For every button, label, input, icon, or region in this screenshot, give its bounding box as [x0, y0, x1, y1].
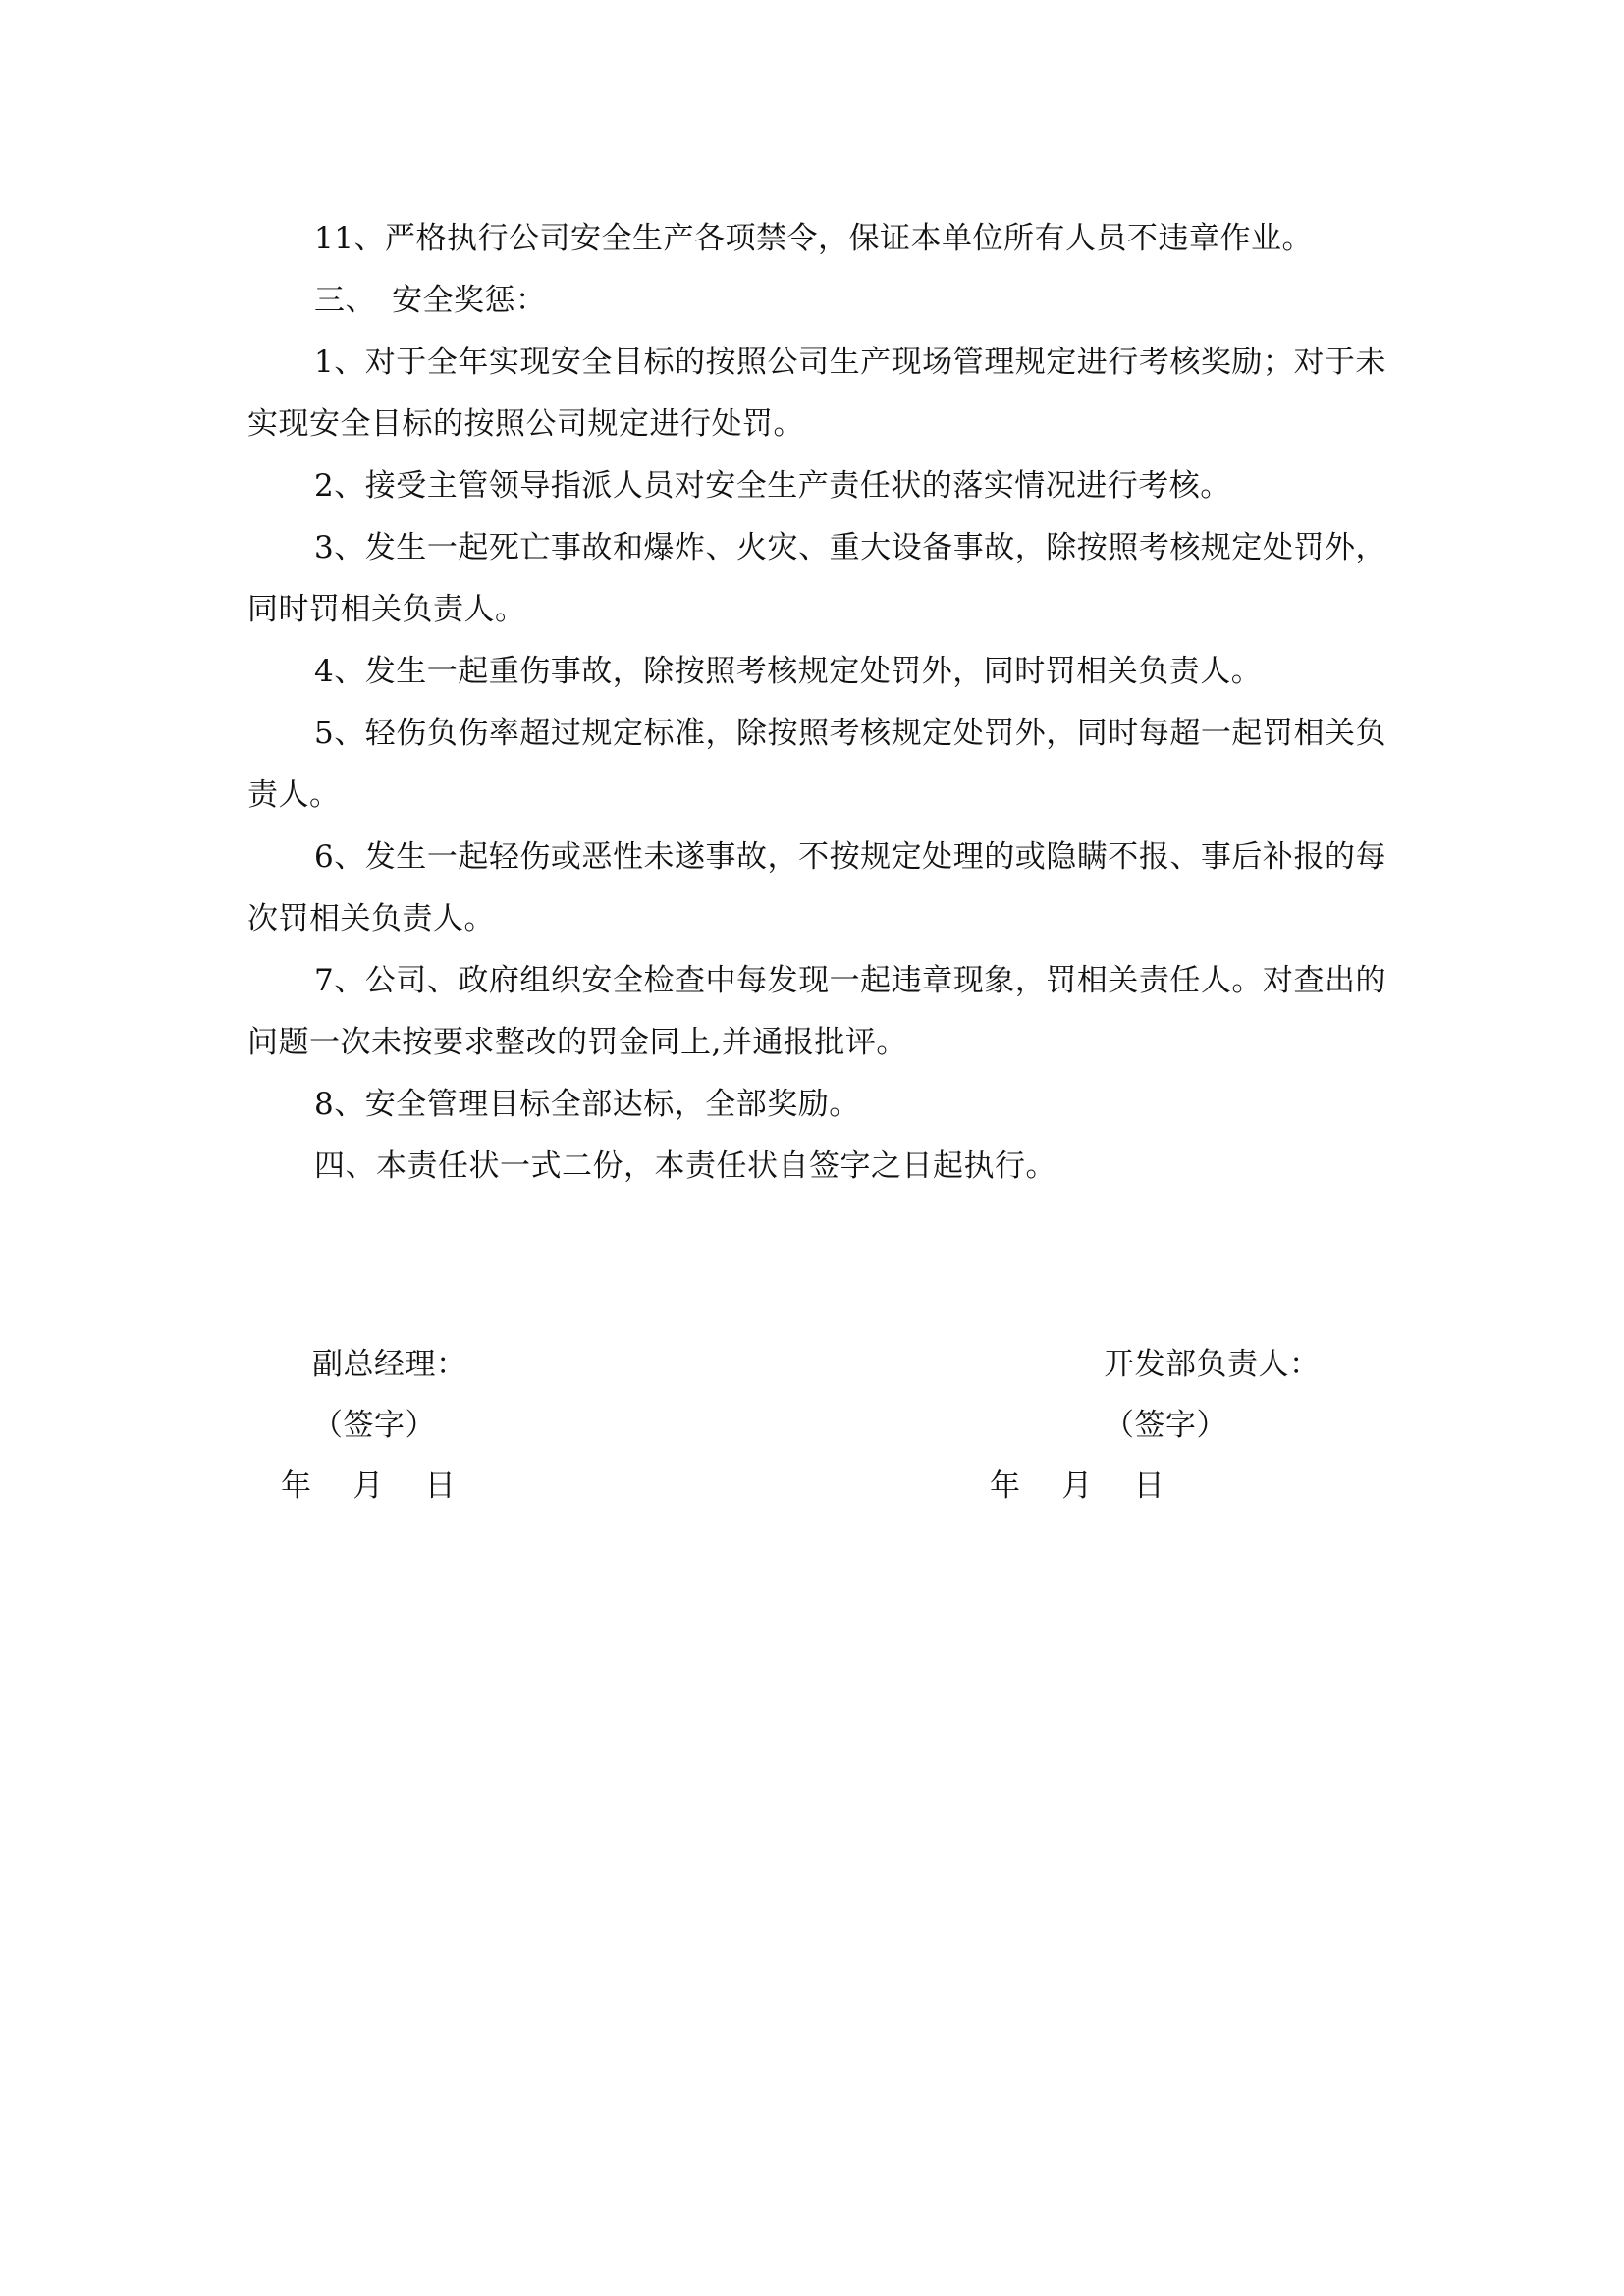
right-signer-title: 开发部负责人： [1104, 1347, 1321, 1382]
paragraph-item-2: 2、接受主管领导指派人员对安全生产责任状的落实情况进行考核。 [314, 468, 1231, 504]
paragraph-item-7: 7、公司、政府组织安全检查中每发现一起违章现象，罚相关责任人。对查出的问题一次未按要求整改的罚金同上,并通报批评。 [247, 963, 1386, 1060]
paragraph-item-6: 6、发生一起轻伤或恶性未遂事故，不按规定处理的或隐瞒不报、事后补报的每次罚相关负责人。 [247, 839, 1386, 936]
right-signature-field: （签字） [1104, 1408, 1227, 1443]
right-date-line: 年 月 日 [990, 1468, 1165, 1504]
paragraph-item-11: 11、严格执行公司安全生产各项禁令，保证本单位所有人员不违章作业。 [314, 221, 1313, 256]
paragraph-item-1: 1、对于全年实现安全目标的按照公司生产现场管理规定进行考核奖励；对于未实现安全目标的按照公司规定进行处罚。 [247, 345, 1386, 442]
left-signer-title: 副总经理： [312, 1347, 467, 1382]
left-date-line: 年 月 日 [281, 1468, 457, 1504]
section-four-copies: 四、本责任状一式二份，本责任状自签字之日起执行。 [314, 1148, 1056, 1184]
paragraph-item-3: 3、发生一起死亡事故和爆炸、火灾、重大设备事故，除按照考核规定处罚外，同时罚相关负责人。 [247, 530, 1386, 627]
paragraph-item-5: 5、轻伤负伤率超过规定标准，除按照考核规定处罚外，同时每超一起罚相关负责人。 [247, 716, 1386, 813]
left-signature-field: （签字） [312, 1408, 436, 1443]
paragraph-item-8: 8、安全管理目标全部达标，全部奖励。 [314, 1087, 860, 1122]
document-body [247, 208, 1386, 1198]
paragraph-item-4: 4、发生一起重伤事故，除按照考核规定处罚外，同时罚相关负责人。 [314, 654, 1263, 689]
section-heading-rewards-penalties: 三、 安全奖惩： [314, 283, 547, 318]
